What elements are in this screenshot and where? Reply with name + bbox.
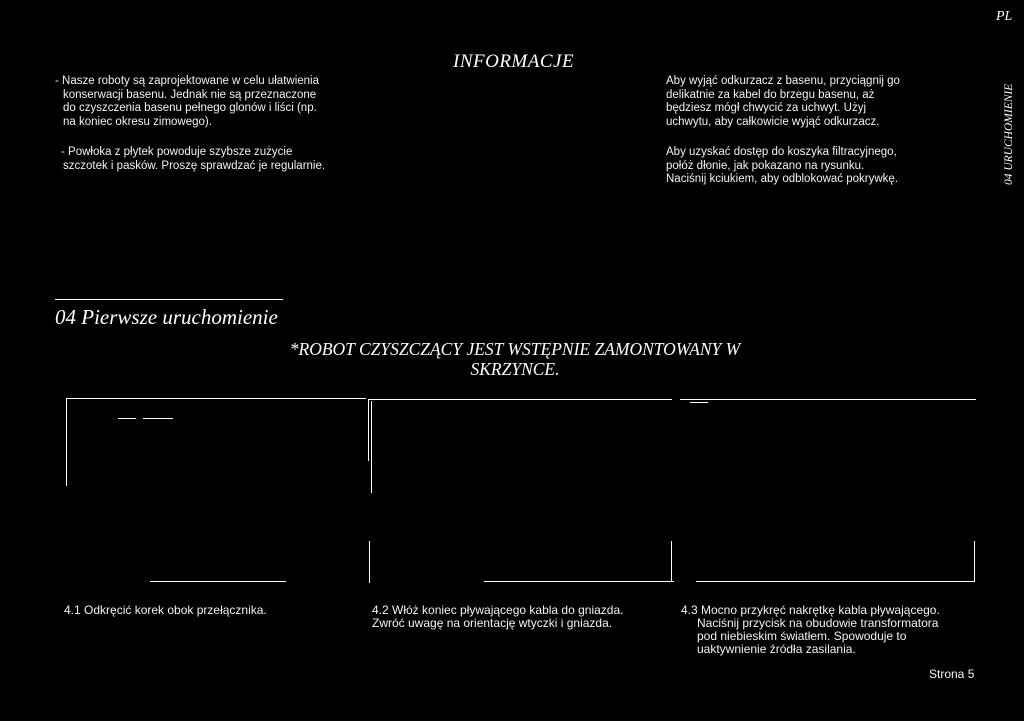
text-line: będziesz mógł chwycić za uchwyt. Użyj [666,102,867,114]
text-line: szczotek i pasków. Proszę sprawdzać je regularnie. [63,159,326,172]
info-left-paragraph-2 [55,146,375,173]
figure-frame-right-lower [974,541,975,582]
figure-frame-top [680,399,976,400]
heading-rule [55,299,283,300]
step-caption-3 [681,604,1001,656]
page-number: Strona 5 [929,667,975,681]
text-line: Aby wyjąć odkurzacz z basenu, przyciągnij go [666,75,900,87]
figure-frame-top [368,399,672,400]
text-line: Aby uzyskać dostęp do koszyka filtracyjnego, [666,146,897,158]
figure-frame-left-inner [371,401,372,493]
text-line: delikatnie za kabel do brzegu basenu, aż [666,88,875,101]
section-heading: 04 Pierwsze uruchomienie [55,305,278,329]
info-right-paragraph-1 [666,75,966,129]
caption-line: 4.3 Mocno przykręć nakrętkę kabla pływającego. [681,603,940,617]
figure-frame-bottom [696,581,975,582]
text-line: Naciśnij kciukiem, aby odblokować pokrywkę. [666,173,899,185]
figure-frame-left-lower [369,541,370,583]
text-line: do czyszczenia basenu pełnego glonów i liści (np. [63,102,317,114]
language-label: PL [996,9,1013,24]
text-line: - Powłoka z płytek powoduje szybsze zużycie [61,146,293,158]
text-line: na koniec okresu zimowego). [63,115,212,128]
figure-frame-bottom [484,581,674,582]
figure-frame-right-lower [671,541,672,582]
text-line: konserwacji basenu. Jednak nie są przeznaczone [63,88,317,101]
caption-line: 4.2 Włóż koniec pływającego kabla do gniazda. [372,603,624,617]
info-right-paragraph-2 [666,146,966,187]
text-line: uchwytu, aby całkowicie wyjąć odkurzacz. [666,115,880,128]
figure-mark [143,418,173,419]
text-line: połóż dłonie, jak pokazano na rysunku. [666,159,865,172]
caption-line: Zwróć uwagę na orientację wtyczki i gniazda. [372,616,613,630]
step-caption-2 [372,604,682,630]
caption-line: 4.1 Odkręcić korek obok przełącznika. [64,603,267,617]
figure-frame-top [66,398,366,399]
info-left [55,75,375,173]
figure-frame-left [368,399,369,461]
caption-line: uaktywnienie źródła zasilania. [697,642,856,656]
step-caption-1 [64,604,364,617]
text-line: - Nasze roboty są zaprojektowane w celu ułatwienia [55,75,319,87]
info-left-paragraph-1 [55,75,375,129]
note-line: *ROBOT CZYSZCZĄCY JEST WSTĘPNIE ZAMONTOWANY W [289,339,741,359]
side-chapter-label: 04 URUCHOMIENIE [1003,83,1015,185]
note-line: SKRZYNCE. [470,359,560,379]
figure-frame-bottom [150,581,286,582]
info-right [666,75,966,187]
caption-line: pod niebieskim światłem. Spowoduje to [697,629,907,643]
figure-mark [690,402,708,403]
figure-mark [118,418,136,419]
figure-frame-left [66,398,67,486]
caption-line: Naciśnij przycisk na obudowie transformatora [697,616,939,630]
preassembled-note [245,339,785,379]
section-title: INFORMACJE [453,51,575,72]
